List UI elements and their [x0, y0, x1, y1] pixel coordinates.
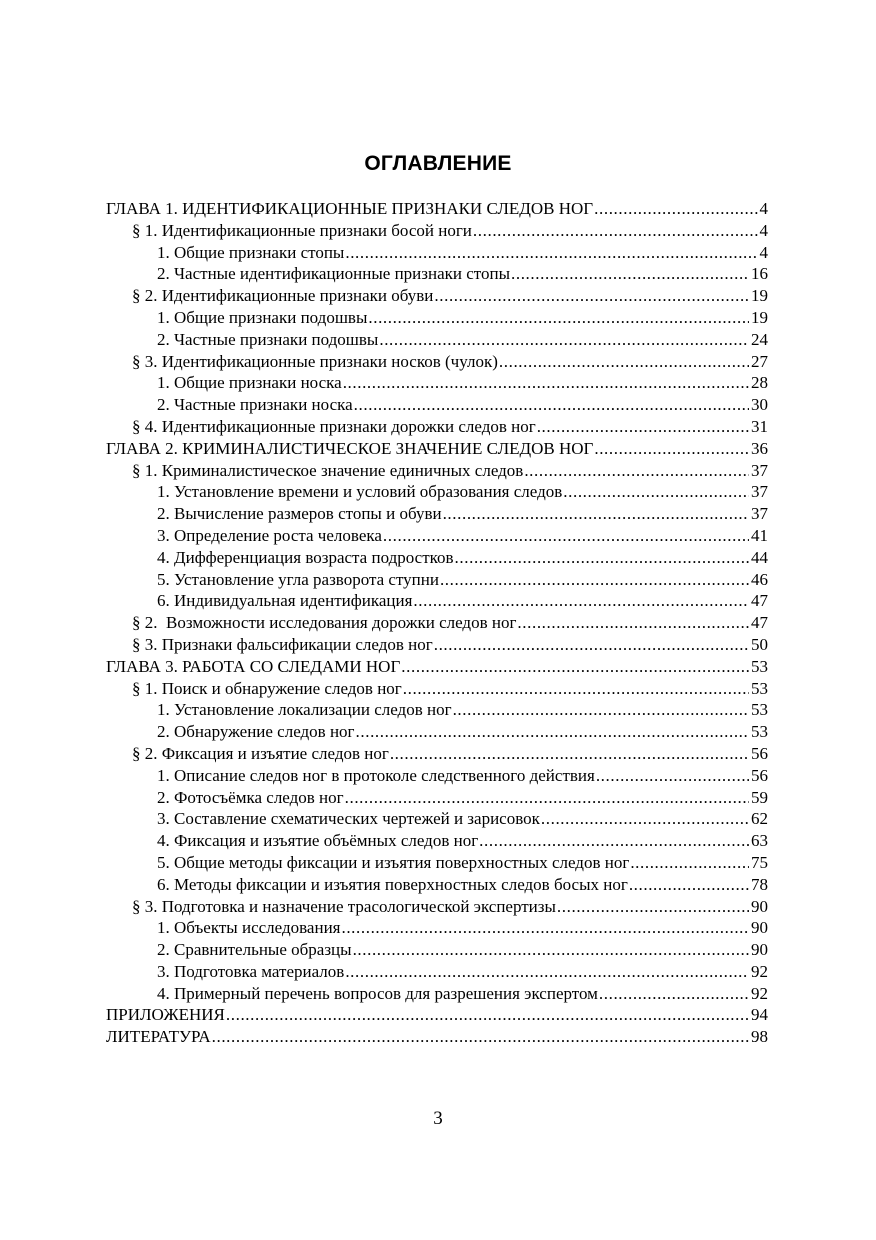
toc-leader-dots: [629, 874, 749, 896]
toc-entry-title: 5. Установление угла разворота ступни: [157, 569, 439, 589]
toc-leader-dots: [517, 612, 749, 634]
toc-entry-title: 2. Частные признаки подошвы: [157, 329, 379, 349]
toc-entry[interactable]: [106, 242, 768, 264]
toc-entry-title: 3. Подготовка материалов: [157, 961, 345, 981]
toc-leader-dots: [413, 590, 749, 612]
toc-leader-dots: [341, 917, 749, 939]
toc-entry-title: § 1. Криминалистическое значение единичных следов: [132, 460, 524, 480]
toc-entry-title: 4. Примерный перечень вопросов для разрешения экспертом: [157, 983, 598, 1003]
toc-entry-page: 30: [751, 395, 768, 415]
toc-entry[interactable]: [106, 394, 768, 416]
toc-entry-page: 24: [751, 329, 768, 349]
toc-leader-dots: [453, 699, 749, 721]
toc-leader-dots: [473, 220, 758, 242]
table-of-contents: [106, 198, 768, 1048]
toc-leader-dots: [354, 394, 749, 416]
toc-entry-page: 53: [751, 656, 768, 676]
toc-entry[interactable]: [106, 198, 768, 220]
toc-entry-title: 2. Фотосъёмка следов ног: [157, 787, 344, 807]
toc-entry-title: ГЛАВА 3. РАБОТА СО СЛЕДАМИ НОГ: [106, 656, 401, 676]
toc-entry-page: 16: [751, 264, 768, 284]
toc-entry-title: 4. Дифференциация возраста подростков: [157, 547, 454, 567]
toc-leader-dots: [390, 743, 749, 765]
toc-entry[interactable]: [106, 765, 768, 787]
toc-entry[interactable]: [106, 307, 768, 329]
toc-entry-page: 4: [759, 199, 768, 218]
toc-leader-dots: [541, 808, 749, 830]
toc-leader-dots: [594, 198, 757, 220]
toc-leader-dots: [455, 547, 749, 569]
toc-entry[interactable]: [106, 285, 768, 307]
toc-entry-title: 3. Определение роста человека: [157, 525, 382, 545]
toc-entry-page: 37: [751, 504, 768, 524]
toc-entry-page: 98: [751, 1027, 768, 1047]
toc-entry-page: 56: [751, 743, 768, 763]
toc-entry[interactable]: [106, 460, 768, 482]
toc-entry-title: § 2. Фиксация и изъятие следов ног: [132, 743, 389, 763]
toc-entry[interactable]: [106, 1026, 768, 1048]
toc-entry[interactable]: [106, 787, 768, 809]
toc-entry[interactable]: [106, 438, 768, 460]
toc-entry[interactable]: [106, 612, 768, 634]
toc-entry-page: 19: [751, 307, 768, 327]
toc-leader-dots: [537, 416, 749, 438]
toc-leader-dots: [443, 503, 749, 525]
toc-entry-page: 37: [751, 460, 768, 480]
toc-entry-page: 56: [751, 765, 768, 785]
toc-leader-dots: [226, 1004, 749, 1026]
toc-entry[interactable]: [106, 874, 768, 896]
toc-entry[interactable]: [106, 961, 768, 983]
toc-entry[interactable]: [106, 547, 768, 569]
toc-entry-title: 1. Общие признаки подошвы: [157, 307, 368, 327]
toc-entry-title: 1. Общие признаки стопы: [157, 242, 345, 262]
toc-entry-title: 2. Обнаружение следов ног: [157, 722, 355, 742]
toc-entry-title: ГЛАВА 1. ИДЕНТИФИКАЦИОННЫЕ ПРИЗНАКИ СЛЕДОВ НОГ: [106, 199, 594, 218]
toc-entry-title: § 3. Идентификационные признаки носков (чулок): [132, 351, 498, 371]
toc-leader-dots: [356, 721, 749, 743]
toc-entry-title: 1. Общие признаки носка: [157, 373, 342, 393]
toc-entry-page: 46: [751, 569, 768, 589]
toc-entry-page: 47: [751, 591, 768, 611]
toc-entry[interactable]: [106, 351, 768, 373]
toc-leader-dots: [434, 634, 749, 656]
toc-entry-page: 47: [751, 613, 768, 633]
toc-entry-page: 53: [751, 722, 768, 742]
toc-entry-page: 36: [751, 438, 768, 458]
toc-leader-dots: [401, 656, 749, 678]
toc-leader-dots: [403, 678, 749, 700]
toc-leader-dots: [345, 242, 757, 264]
toc-leader-dots: [440, 569, 749, 591]
toc-entry-title: § 2. Возможности исследования дорожки следов ног: [132, 613, 517, 633]
toc-leader-dots: [563, 481, 749, 503]
toc-entry-page: 28: [751, 373, 768, 393]
toc-entry[interactable]: [106, 220, 768, 242]
toc-entry-title: 2. Сравнительные образцы: [157, 940, 352, 960]
toc-entry[interactable]: [106, 896, 768, 918]
toc-entry[interactable]: [106, 830, 768, 852]
toc-leader-dots: [368, 307, 749, 329]
toc-entry[interactable]: [106, 721, 768, 743]
page-number: 3: [433, 1108, 443, 1129]
toc-entry[interactable]: [106, 481, 768, 503]
toc-entry-page: 19: [751, 286, 768, 306]
toc-entry-title: 1. Объекты исследования: [157, 918, 341, 938]
toc-entry-page: 59: [751, 787, 768, 807]
toc-entry[interactable]: [106, 525, 768, 547]
toc-entry[interactable]: [106, 416, 768, 438]
toc-entry[interactable]: [106, 1004, 768, 1026]
toc-leader-dots: [383, 525, 749, 547]
toc-entry[interactable]: [106, 917, 768, 939]
toc-entry-page: 37: [751, 482, 768, 502]
toc-entry-title: 2. Частные идентификационные признаки стопы: [157, 264, 510, 284]
toc-entry[interactable]: [106, 503, 768, 525]
toc-leader-dots: [524, 460, 749, 482]
toc-leader-dots: [434, 285, 749, 307]
toc-entry-page: 94: [751, 1005, 768, 1025]
toc-leader-dots: [594, 438, 749, 460]
toc-leader-dots: [379, 329, 749, 351]
toc-entry-title: 1. Описание следов ног в протоколе следственного действия: [157, 765, 595, 785]
toc-leader-dots: [345, 961, 749, 983]
toc-entry-title: § 4. Идентификационные признаки дорожки следов ног: [132, 416, 536, 436]
toc-entry-page: 63: [751, 831, 768, 851]
toc-entry-title: § 1. Поиск и обнаружение следов ног: [132, 678, 402, 698]
toc-entry-title: 3. Составление схематических чертежей и зарисовок: [157, 809, 540, 829]
toc-leader-dots: [596, 765, 749, 787]
toc-entry-title: 6. Методы фиксации и изъятия поверхностных следов босых ног: [157, 874, 628, 894]
toc-entry-page: 31: [751, 416, 768, 436]
toc-entry[interactable]: [106, 372, 768, 394]
toc-entry[interactable]: [106, 634, 768, 656]
toc-entry-title: 1. Установление локализации следов ног: [157, 700, 452, 720]
toc-entry-page: 92: [751, 961, 768, 981]
toc-entry-page: 62: [751, 809, 768, 829]
toc-entry-title: ГЛАВА 2. КРИМИНАЛИСТИЧЕСКОЕ ЗНАЧЕНИЕ СЛЕДОВ НОГ: [106, 438, 594, 458]
toc-leader-dots: [599, 983, 749, 1005]
toc-entry-title: ПРИЛОЖЕНИЯ: [106, 1005, 225, 1025]
toc-leader-dots: [557, 896, 749, 918]
toc-leader-dots: [511, 263, 749, 285]
toc-entry[interactable]: [106, 656, 768, 678]
toc-entry-title: 4. Фиксация и изъятие объёмных следов ног: [157, 831, 479, 851]
toc-entry[interactable]: [106, 329, 768, 351]
toc-leader-dots: [479, 830, 749, 852]
toc-entry-page: 44: [751, 547, 768, 567]
toc-entry-title: § 3. Признаки фальсификации следов ног: [132, 634, 433, 654]
toc-entry-page: 50: [751, 634, 768, 654]
toc-entry-page: 4: [759, 220, 768, 240]
page-title: ОГЛАВЛЕНИЕ: [364, 152, 512, 175]
toc-entry[interactable]: [106, 569, 768, 591]
toc-entry[interactable]: [106, 263, 768, 285]
toc-entry-title: § 1. Идентификационные признаки босой ноги: [132, 220, 472, 240]
toc-entry-title: 2. Вычисление размеров стопы и обуви: [157, 504, 442, 524]
toc-entry[interactable]: [106, 590, 768, 612]
toc-entry-title: § 3. Подготовка и назначение трасологической экспертизы: [132, 896, 556, 916]
toc-entry-title: 5. Общие методы фиксации и изъятия поверхностных следов ног: [157, 852, 630, 872]
toc-entry[interactable]: [106, 743, 768, 765]
toc-entry-page: 41: [751, 525, 768, 545]
toc-entry[interactable]: [106, 939, 768, 961]
toc-entry-page: 92: [751, 983, 768, 1003]
toc-entry-title: 6. Индивидуальная идентификация: [157, 591, 413, 611]
toc-entry-page: 27: [751, 351, 768, 371]
toc-leader-dots: [212, 1026, 749, 1048]
toc-entry-page: 78: [751, 874, 768, 894]
toc-leader-dots: [345, 787, 749, 809]
toc-leader-dots: [343, 372, 749, 394]
toc-entry-title: 1. Установление времени и условий образования следов: [157, 482, 563, 502]
toc-entry-page: 53: [751, 678, 768, 698]
toc-entry-page: 4: [759, 242, 768, 262]
toc-entry-page: 90: [751, 940, 768, 960]
toc-entry-page: 90: [751, 896, 768, 916]
toc-entry[interactable]: [106, 699, 768, 721]
toc-entry-page: 75: [751, 852, 768, 872]
toc-entry[interactable]: [106, 808, 768, 830]
toc-entry-title: 2. Частные признаки носка: [157, 395, 353, 415]
toc-entry[interactable]: [106, 983, 768, 1005]
toc-leader-dots: [353, 939, 749, 961]
toc-leader-dots: [499, 351, 749, 373]
toc-entry-title: ЛИТЕРАТУРА: [106, 1027, 211, 1047]
toc-entry[interactable]: [106, 852, 768, 874]
toc-leader-dots: [630, 852, 749, 874]
toc-entry[interactable]: [106, 678, 768, 700]
toc-entry-page: 90: [751, 918, 768, 938]
toc-entry-page: 53: [751, 700, 768, 720]
toc-entry-title: § 2. Идентификационные признаки обуви: [132, 286, 434, 306]
